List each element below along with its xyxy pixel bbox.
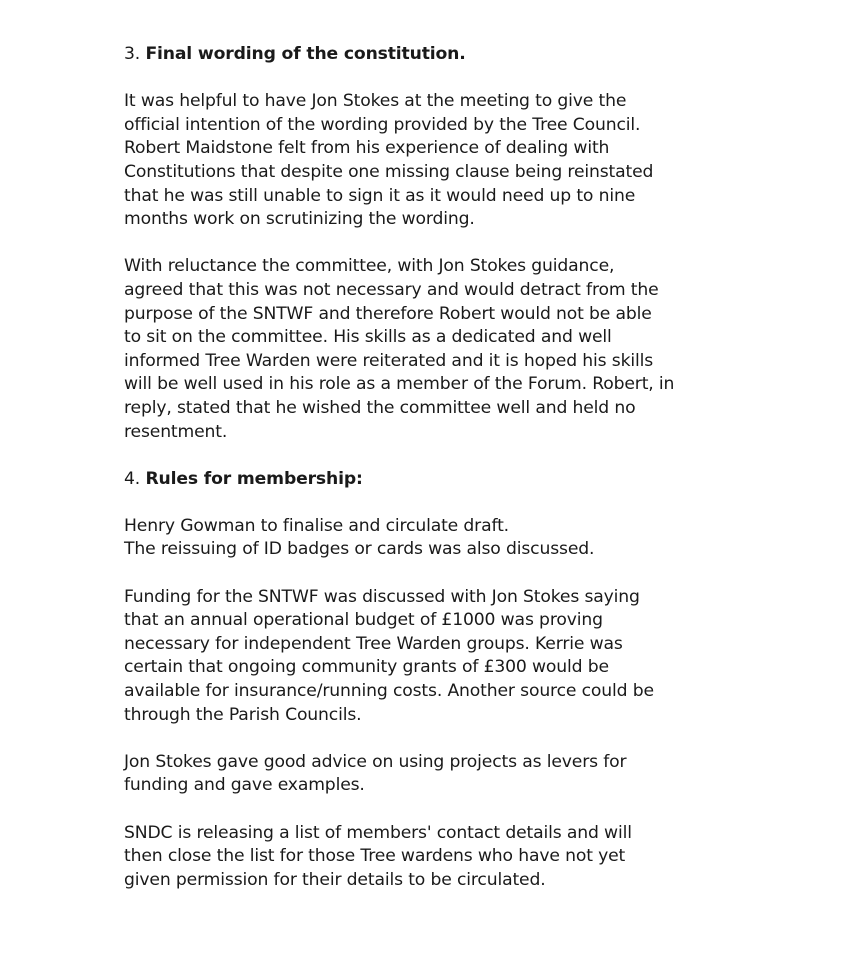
text-line: agreed that this was not necessary and would detract from the — [124, 279, 659, 300]
text-line: given permission for their details to be circulated. — [124, 869, 546, 890]
text-line: Jon Stokes gave good advice on using projects as levers for — [124, 751, 627, 772]
section-final-wording — [124, 43, 764, 444]
section-title: Rules for membership: — [145, 468, 363, 489]
text-line: will be well used in his role as a member of the Forum. Robert, in — [124, 374, 675, 395]
text-line: that an annual operational budget of £1000 was proving — [124, 610, 603, 631]
text-line: to sit on the committee. His skills as a dedicated and well — [124, 327, 612, 348]
text-line: Funding for the SNTWF was discussed with Jon Stokes saying — [124, 586, 640, 607]
text-line: The reissuing of ID badges or cards was also discussed. — [124, 539, 595, 560]
text-line: reply, stated that he wished the committee well and held no — [124, 397, 636, 418]
text-line: through the Parish Councils. — [124, 704, 362, 725]
text-line: informed Tree Warden were reiterated and it is hoped his skills — [124, 350, 654, 371]
text-line: that he was still unable to sign it as it would need up to nine — [124, 185, 636, 206]
text-line: official intention of the wording provided by the Tree Council. — [124, 114, 641, 135]
text-line: Robert Maidstone felt from his experience of dealing with — [124, 138, 610, 159]
text-line: available for insurance/running costs. Another source could be — [124, 681, 654, 702]
text-line: certain that ongoing community grants of £300 would be — [124, 657, 609, 678]
text-line: resentment. — [124, 421, 228, 442]
paragraph — [124, 515, 764, 562]
text-line: SNDC is releasing a list of members' contact details and will — [124, 822, 632, 843]
section-number: 4. — [124, 468, 141, 489]
text-line: months work on scrutinizing the wording. — [124, 209, 475, 230]
text-line: necessary for independent Tree Warden groups. Kerrie was — [124, 633, 623, 654]
paragraph — [124, 822, 764, 893]
section-heading — [124, 43, 764, 67]
text-line: purpose of the SNTWF and therefore Robert would not be able — [124, 303, 652, 324]
section-title: Final wording of the constitution. — [145, 44, 466, 64]
text-line: Henry Gowman to finalise and circulate draft. — [124, 515, 509, 536]
text-line: Constitutions that despite one missing clause being reinstated — [124, 161, 654, 182]
text-line: It was helpful to have Jon Stokes at the meeting to give the — [124, 91, 627, 112]
text-line: then close the list for those Tree wardens who have not yet — [124, 846, 626, 867]
section-heading — [124, 468, 764, 492]
paragraph — [124, 751, 764, 798]
section-rules-for-membership — [124, 468, 764, 893]
text-line: With reluctance the committee, with Jon Stokes guidance, — [124, 256, 615, 277]
text-line: funding and gave examples. — [124, 775, 365, 796]
paragraph — [124, 255, 764, 444]
document-page — [124, 43, 764, 892]
paragraph — [124, 586, 764, 728]
section-number: 3. — [124, 44, 141, 64]
paragraph — [124, 90, 764, 232]
